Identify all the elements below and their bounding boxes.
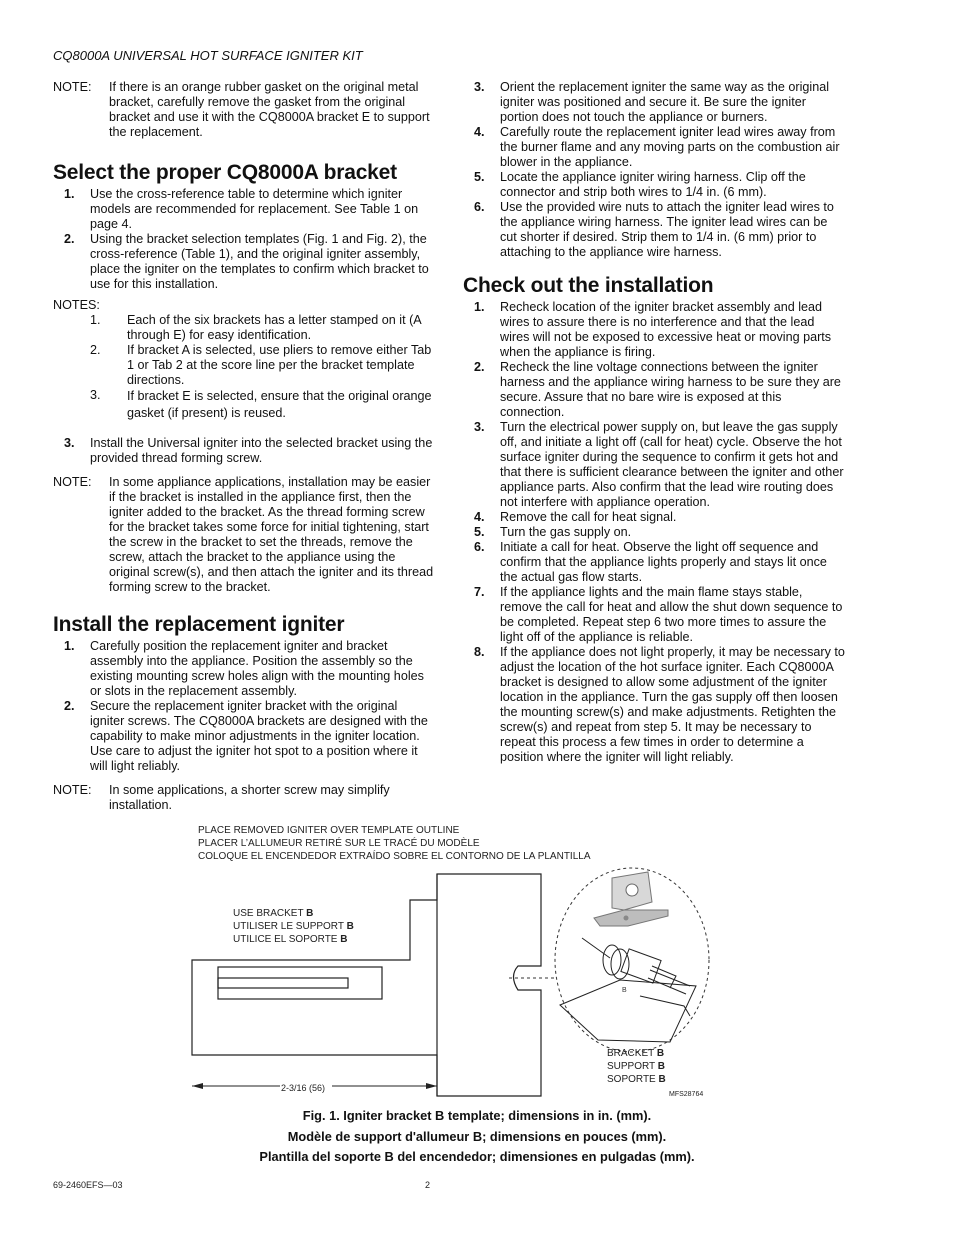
list-item: 5. Locate the appliance igniter wiring harness. Clip off the connector and strip both wires to 1/4 in. (6 mm). [474,170,806,199]
left-column [53,80,435,813]
list-item: 5. Turn the gas supply on. [474,525,632,539]
section-title-select-bracket: Select the proper CQ8000A bracket [53,161,397,184]
list-item: 2. Using the bracket selection templates (Fig. 1 and Fig. 2), the cross-reference (Table 1), and the original igniter assembly, place the igniter on the templates to confirm which bracket to use for this installation. [64,232,429,291]
note-installation [53,475,435,595]
igniter-drawing [560,938,696,1042]
list-item: 6. Use the provided wire nuts to attach the igniter lead wires to the appliance wiring harness. The igniter lead wires can be cut shorter if desired. Strip them to 1/4 in. (6 mm) prior to attaching to the appliance wire harness. [474,200,834,259]
list-item: 2. If bracket A is selected, use pliers to remove either Tab 1 or Tab 2 at the score line per the bracket template directions. [90,343,432,387]
igniter-slot-inner [218,978,348,988]
list-item: 7. If the appliance lights and the main flame stays stable, remove the call for heat and allow the shut down sequence to be completed. Repeat step 6 two more times to assure the light off of the appliance is reliable. [474,585,843,644]
footer-doc-number: 69-2460EFS—03 [53,1180,123,1190]
note-text: In some applications, a shorter screw may simplify installation. [109,783,390,812]
page-header: CQ8000A UNIVERSAL HOT SURFACE IGNITER KIT [53,48,363,63]
bracket-b-label: BRACKET B SUPPORT B SOPORTE B [607,1048,666,1085]
list-item: 1. Carefully position the replacement igniter and bracket assembly into the appliance. Position the assembly so the existing mounting screw holes align with the mounting holes or slots in the replacement assembly. [64,639,424,698]
right-column [463,80,847,765]
list-item: 6. Initiate a call for heat. Observe the light off sequence and confirm that the appliance lights properly and stays lit once the actual gas flow starts. [474,540,827,584]
figure-caption: Fig. 1. Igniter bracket B template; dimensions in in. (mm). Modèle de support d'allumeur B; dimensions en pouces (mm). Plantilla del soporte B del encendedor; dimensiones en pulgadas (mm). [259,1108,695,1164]
list-item: 1. Use the cross-reference table to determine which igniter models are recommended for replacement. See Table 1 on page 4. [64,187,419,231]
list-item: 3. Orient the replacement igniter the same way as the original igniter was positioned and secure it. Be sure the igniter portion does not touch the appliance or burners. [474,80,830,124]
note-shorter-screw [53,783,435,813]
list-item: 3. Install the Universal igniter into the selected bracket using the provided thread forming screw. [64,436,433,465]
note-label: NOTE: [53,475,92,489]
section-title-check-installation: Check out the installation [463,274,714,297]
list-item: 1. Each of the six brackets has a letter stamped on it (A through E) for easy identification. [90,313,422,342]
figure-bracket-template [0,810,954,1110]
section-title-install-igniter: Install the replacement igniter [53,613,345,636]
note-text: If there is an orange rubber gasket on the original metal bracket, carefully remove the gasket from the original bracket and use it with the CQ8000A bracket E to support the replacement. [109,80,430,139]
place-igniter-instructions: PLACE REMOVED IGNITER OVER TEMPLATE OUTLINE PLACER L’ALLUMEUR RETIRÉ SUR LE TRACÉ DU MODÈLE COLOQUE EL ENCENDEDOR EXTRAÍDO SOBRE EL CONTORNO DE LA PLANTILLA [198,825,591,862]
list-item: 4. Remove the call for heat signal. [474,510,677,524]
note-gasket [53,80,435,140]
bracket-photo [594,872,668,926]
igniter-slot-outer [218,967,382,999]
list-item: 3. Turn the electrical power supply on, but leave the gas supply off, and initiate a light off (call for heat) cycle. Observe the hot surface igniter during the sequence to confirm it gets hot and that there is sufficient clearance between the igniter and other appliance parts. Also confirm that the lead wire routing does not interfere with appliance operation. [474,420,844,509]
list-item: 3. If bracket E is selected, ensure that the original orange gasket (if present) is reused. [90,388,432,420]
figure-code: MFS28764 [669,1091,704,1098]
notes-label: NOTES: [53,298,100,312]
list-item: 1. Recheck location of the igniter bracket assembly and lead wires to assure there is no interference and that the lead wires will not be exposed to excessive heat or moving parts when the appliance is firing. [474,300,832,359]
svg-text:B: B [622,987,627,994]
arrow-right-icon [426,1083,437,1089]
use-bracket-label: USE BRACKET B UTILISER LE SUPPORT B UTILICE EL SOPORTE B [233,908,354,945]
note-text: In some appliance applications, installation may be easier if the bracket is installed in the appliance first, then the igniter added to the bracket. As the thread forming screw for the bracket takes some force for initial tightening, start the screw in the bracket to set the threads, remove the screw, attach the bracket to the appliance using the original screw(s), and then attach the igniter and its thread forming screw to the bracket. [109,475,434,594]
dimension-label: 2-3/16 (56) [281,1083,326,1093]
list-item: 4. Carefully route the replacement igniter lead wires away from the burner flame and any moving parts on the combustion air blower in the appliance. [474,125,840,169]
list-item: 8. If the appliance does not light properly, it may be necessary to adjust the location of the hot surface igniter. Each CQ8000A bracket is designed to allow some adjustment of the igniter location in the appliance. Turn the gas supply off then loosen the mounting screw(s) and make adjustments. Retighten the screw(s) and repeat from step 5. It may be necessary to repeat this process a few times in order to determine a position where the igniter will light reliably. [474,645,845,764]
arrow-left-icon [192,1083,203,1089]
note-label: NOTE: [53,783,92,797]
footer-page-number: 2 [425,1180,431,1190]
note-label: NOTE: [53,80,92,94]
list-item: 2. Secure the replacement igniter bracket with the original igniter screws. The CQ8000A brackets are designed with the capability to make minor adjustments in the igniter location. Use care to adjust the igniter hot spot to a position where it will light reliably. [64,699,428,773]
list-item: 2. Recheck the line voltage connections between the igniter harness and the appliance wiring harness to be sure they are secure. Assure that no bare wire is exposed at this connection. [474,360,841,419]
